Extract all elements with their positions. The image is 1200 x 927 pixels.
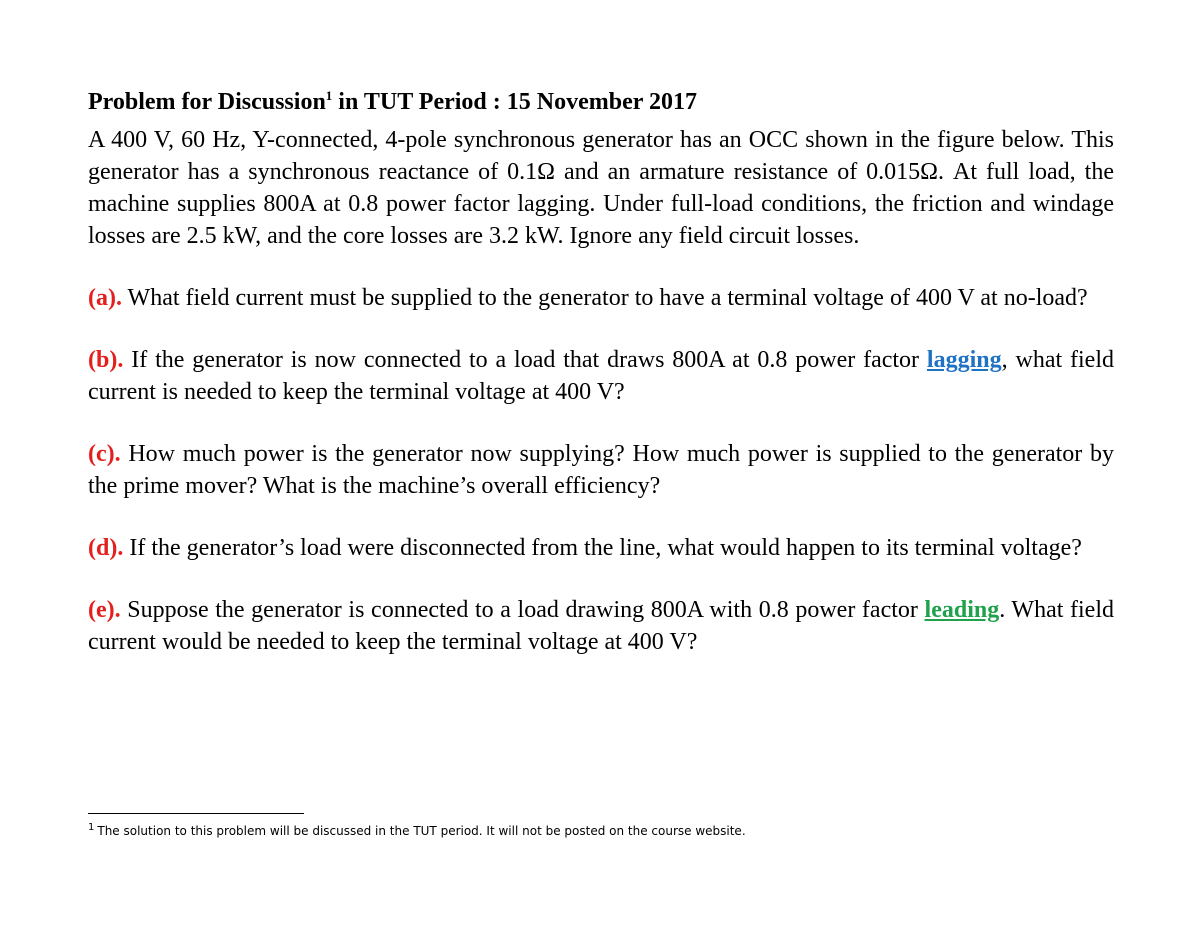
part-a-label: (a). [88,285,122,311]
part-e-text-after: . What field current would be needed to keep the terminal voltage at 400 V? [88,597,1114,655]
part-c-text: How much power is the generator now supplying? How much power is supplied to the generator by the prime mover? What is the machine’s overall efficiency? [88,441,1114,499]
part-b-label: (b). [88,347,124,373]
footnote-text: The solution to this problem will be discussed in the TUT period. It will not be posted on the course website. [97,824,746,838]
lagging-keyword: lagging [926,347,1002,373]
part-c [88,438,1114,502]
title-footnote-mark: 1 [325,88,333,103]
part-d-text: If the generator’s load were disconnected from the line, what would happen to its terminal voltage? [123,535,1082,561]
footnote [88,822,746,840]
footnote-divider [88,813,304,814]
part-d [88,532,1114,564]
leading-keyword: leading [924,597,1000,623]
part-a [88,282,1114,314]
footnote-mark: 1 [88,822,95,833]
part-d-label: (d). [88,535,124,561]
part-e-label: (e). [88,597,121,623]
document-body [88,86,1114,658]
part-e [88,594,1114,658]
page-title [88,86,1114,118]
part-b [88,344,1114,408]
part-b-text-after: , what field current is needed to keep the terminal voltage at 400 V? [88,347,1114,405]
part-b-text-before: If the generator is now connected to a load that draws 800A at 0.8 power factor [123,347,927,373]
part-e-text-before: Suppose the generator is connected to a load drawing 800A with 0.8 power factor [120,597,925,623]
problem-intro: A 400 V, 60 Hz, Y-connected, 4-pole synchronous generator has an OCC shown in the figure below. This generator has a synchronous reactance of 0.1Ω and an armature resistance of 0.015Ω. At full load, the machine supplies 800A at 0.8 power factor lagging. Under full-load conditions, the friction and windage losses are 2.5 kW, and the core losses are 3.2 kW. Ignore any field circuit losses. [88,127,1114,249]
title-rest: in TUT Period : 15 November 2017 [332,89,697,115]
part-c-label: (c). [88,441,121,467]
part-a-text: What field current must be supplied to the generator to have a terminal voltage of 400 V at no-load? [121,285,1088,311]
title-text: Problem for Discussion [88,89,326,115]
